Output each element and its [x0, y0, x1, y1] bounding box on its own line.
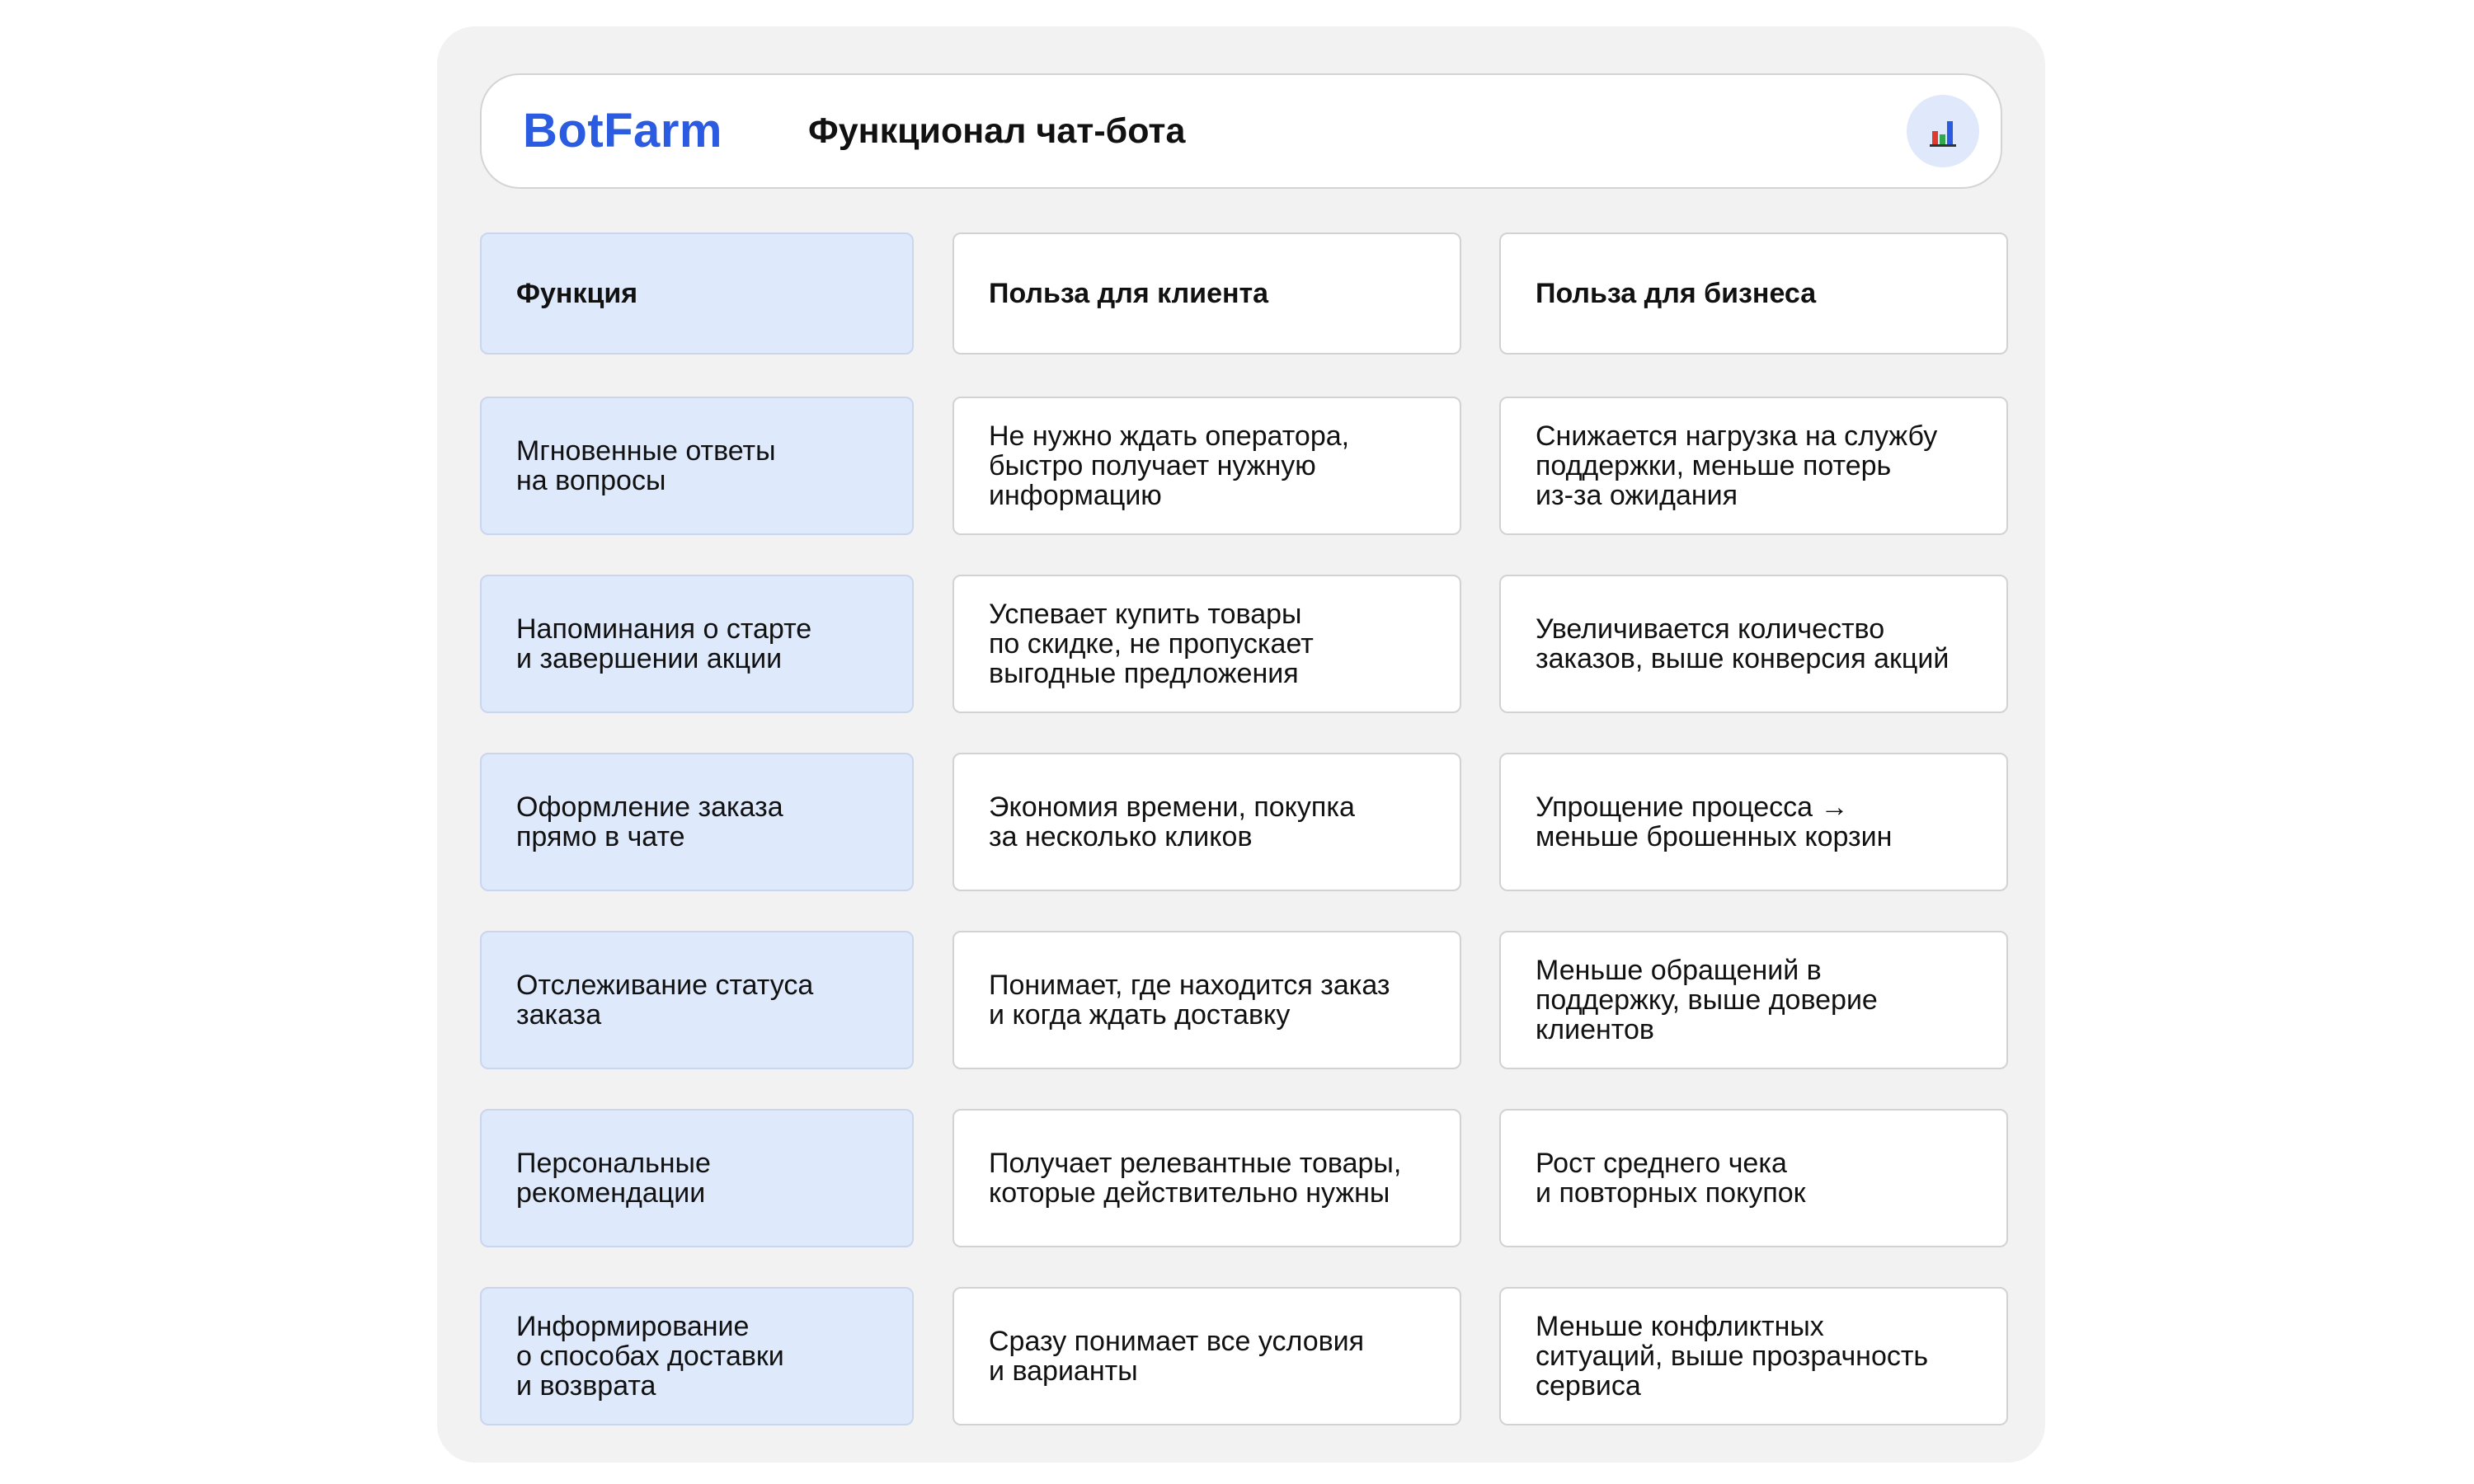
- column-header-function: Функция: [480, 232, 914, 355]
- column-header-client-benefit: Польза для клиента: [952, 232, 1461, 355]
- main-panel: [437, 26, 2045, 1463]
- table-cell-function: Мгновенные ответы на вопросы: [480, 397, 914, 535]
- table-cell-business-benefit: Меньше конфликтных ситуаций, выше прозрачность сервиса: [1499, 1287, 2008, 1425]
- table-cell-client-benefit: Получает релевантные товары, которые действительно нужны: [952, 1109, 1461, 1247]
- table-cell-client-benefit: Успевает купить товары по скидке, не пропускает выгодные предложения: [952, 575, 1461, 713]
- table-cell-business-benefit: Увеличивается количество заказов, выше конверсия акций: [1499, 575, 2008, 713]
- table-cell-client-benefit: Не нужно ждать оператора, быстро получает нужную информацию: [952, 397, 1461, 535]
- table-cell-business-benefit: Упрощение процесса → меньше брошенных корзин: [1499, 753, 2008, 891]
- page-title: Функционал чат-бота: [808, 111, 1186, 151]
- table-cell-client-benefit: Экономия времени, покупка за несколько кликов: [952, 753, 1461, 891]
- header-bar: [480, 73, 2002, 189]
- column-header-business-benefit: Польза для бизнеса: [1499, 232, 2008, 355]
- brand-logo[interactable]: BotFarm: [523, 104, 722, 157]
- table-cell-function: Информирование о способах доставки и возврата: [480, 1287, 914, 1425]
- table-cell-business-benefit: Снижается нагрузка на службу поддержки, меньше потерь из-за ожидания: [1499, 397, 2008, 535]
- table-cell-function: Напоминания о старте и завершении акции: [480, 575, 914, 713]
- table-cell-client-benefit: Понимает, где находится заказ и когда ждать доставку: [952, 931, 1461, 1069]
- analytics-button[interactable]: [1907, 95, 1979, 167]
- table-cell-function: Отслеживание статуса заказа: [480, 931, 914, 1069]
- table-cell-business-benefit: Меньше обращений в поддержку, выше доверие клиентов: [1499, 931, 2008, 1069]
- table-cell-business-benefit: Рост среднего чека и повторных покупок: [1499, 1109, 2008, 1247]
- bar-chart-icon: [1926, 115, 1959, 148]
- table-cell-function: Оформление заказа прямо в чате: [480, 753, 914, 891]
- table-cell-client-benefit: Сразу понимает все условия и варианты: [952, 1287, 1461, 1425]
- table-cell-function: Персональные рекомендации: [480, 1109, 914, 1247]
